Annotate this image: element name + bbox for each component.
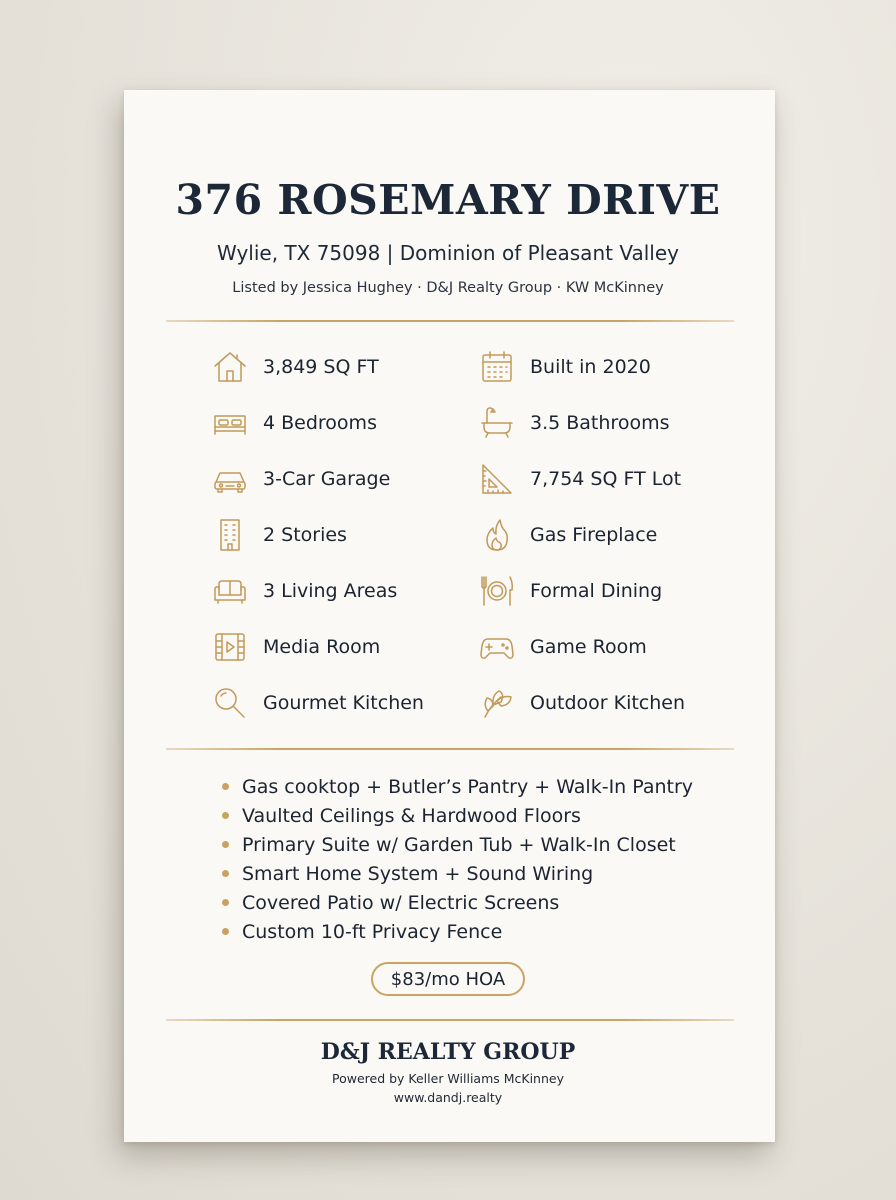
- highlight-text: Custom 10-ft Privacy Fence: [242, 920, 503, 943]
- feature-outdoor-kitchen: [478, 683, 685, 723]
- feature-label: 3 Living Areas: [263, 580, 398, 602]
- listed-by: Listed by Jessica Hughey · D&J Realty Group · KW McKinney: [232, 280, 664, 296]
- feature-garage: [211, 459, 390, 499]
- feature-formal-dining: [478, 571, 662, 611]
- list-item: [222, 859, 742, 888]
- feature-stories: [211, 515, 347, 555]
- feature-label: 3,849 SQ FT: [263, 356, 379, 378]
- plate-cutlery-icon: [478, 572, 516, 610]
- highlight-text: Smart Home System + Sound Wiring: [242, 862, 594, 885]
- hoa-badge: $83/mo HOA: [371, 962, 525, 996]
- list-item: [222, 888, 742, 917]
- feature-lot: [478, 459, 681, 499]
- feature-game-room: [478, 627, 647, 667]
- list-item: [222, 830, 742, 859]
- feature-label: Game Room: [530, 636, 647, 658]
- feature-label: Gourmet Kitchen: [263, 692, 424, 714]
- list-item: [222, 772, 742, 801]
- feature-label: 2 Stories: [263, 524, 347, 546]
- bullet-dot-icon: [222, 870, 229, 877]
- feature-media-room: [211, 627, 380, 667]
- car-icon: [211, 460, 249, 498]
- house-icon: [211, 348, 249, 386]
- feature-label: 7,754 SQ FT Lot: [530, 468, 682, 490]
- bathtub-icon: [478, 404, 516, 442]
- feature-fireplace: [478, 515, 657, 555]
- calendar-icon: [478, 348, 516, 386]
- feature-living-areas: [211, 571, 397, 611]
- highlight-text: Covered Patio w/ Electric Screens: [242, 891, 560, 914]
- bullet-dot-icon: [222, 812, 229, 819]
- building-icon: [211, 516, 249, 554]
- address-subtitle: Wylie, TX 75098 | Dominion of Pleasant Valley: [217, 241, 679, 265]
- divider-top: [166, 320, 734, 322]
- bullet-dot-icon: [222, 899, 229, 906]
- feature-label: 3-Car Garage: [263, 468, 391, 490]
- brand-name: D&J REALTY GROUP: [320, 1039, 576, 1065]
- highlight-text: Gas cooktop + Butler’s Pantry + Walk-In Pantry: [242, 775, 694, 798]
- feature-label: 3.5 Bathrooms: [530, 412, 670, 434]
- film-play-icon: [211, 628, 249, 666]
- page-title: 376 ROSEMARY DRIVE: [175, 176, 721, 224]
- highlight-text: Vaulted Ceilings & Hardwood Floors: [242, 804, 581, 827]
- highlights-list: [222, 772, 742, 946]
- bullet-dot-icon: [222, 783, 229, 790]
- powered-by: Powered by Keller Williams McKinney: [332, 1071, 564, 1086]
- feature-label: Media Room: [263, 636, 381, 658]
- list-item: [222, 801, 742, 830]
- feature-label: Gas Fireplace: [530, 524, 658, 546]
- feature-label: Outdoor Kitchen: [530, 692, 686, 714]
- divider-middle: [166, 748, 734, 750]
- feature-gourmet-kitchen: [211, 683, 424, 723]
- gamepad-icon: [478, 628, 516, 666]
- feature-label: 4 Bedrooms: [263, 412, 377, 434]
- leaf-icon: [478, 684, 516, 722]
- set-square-icon: [478, 460, 516, 498]
- sofa-icon: [211, 572, 249, 610]
- flame-icon: [478, 516, 516, 554]
- list-item: [222, 917, 742, 946]
- feature-label: Formal Dining: [530, 580, 663, 602]
- bullet-dot-icon: [222, 928, 229, 935]
- bed-icon: [211, 404, 249, 442]
- feature-label: Built in 2020: [530, 356, 651, 378]
- feature-bathrooms: [478, 403, 669, 443]
- bullet-dot-icon: [222, 841, 229, 848]
- magnifier-icon: [211, 684, 249, 722]
- feature-bedrooms: [211, 403, 377, 443]
- website-link[interactable]: www.dandj.realty: [393, 1090, 503, 1105]
- feature-sqft: [211, 347, 379, 387]
- divider-bottom: [166, 1019, 734, 1021]
- highlight-text: Primary Suite w/ Garden Tub + Walk-In Closet: [242, 833, 676, 856]
- feature-built: [478, 347, 651, 387]
